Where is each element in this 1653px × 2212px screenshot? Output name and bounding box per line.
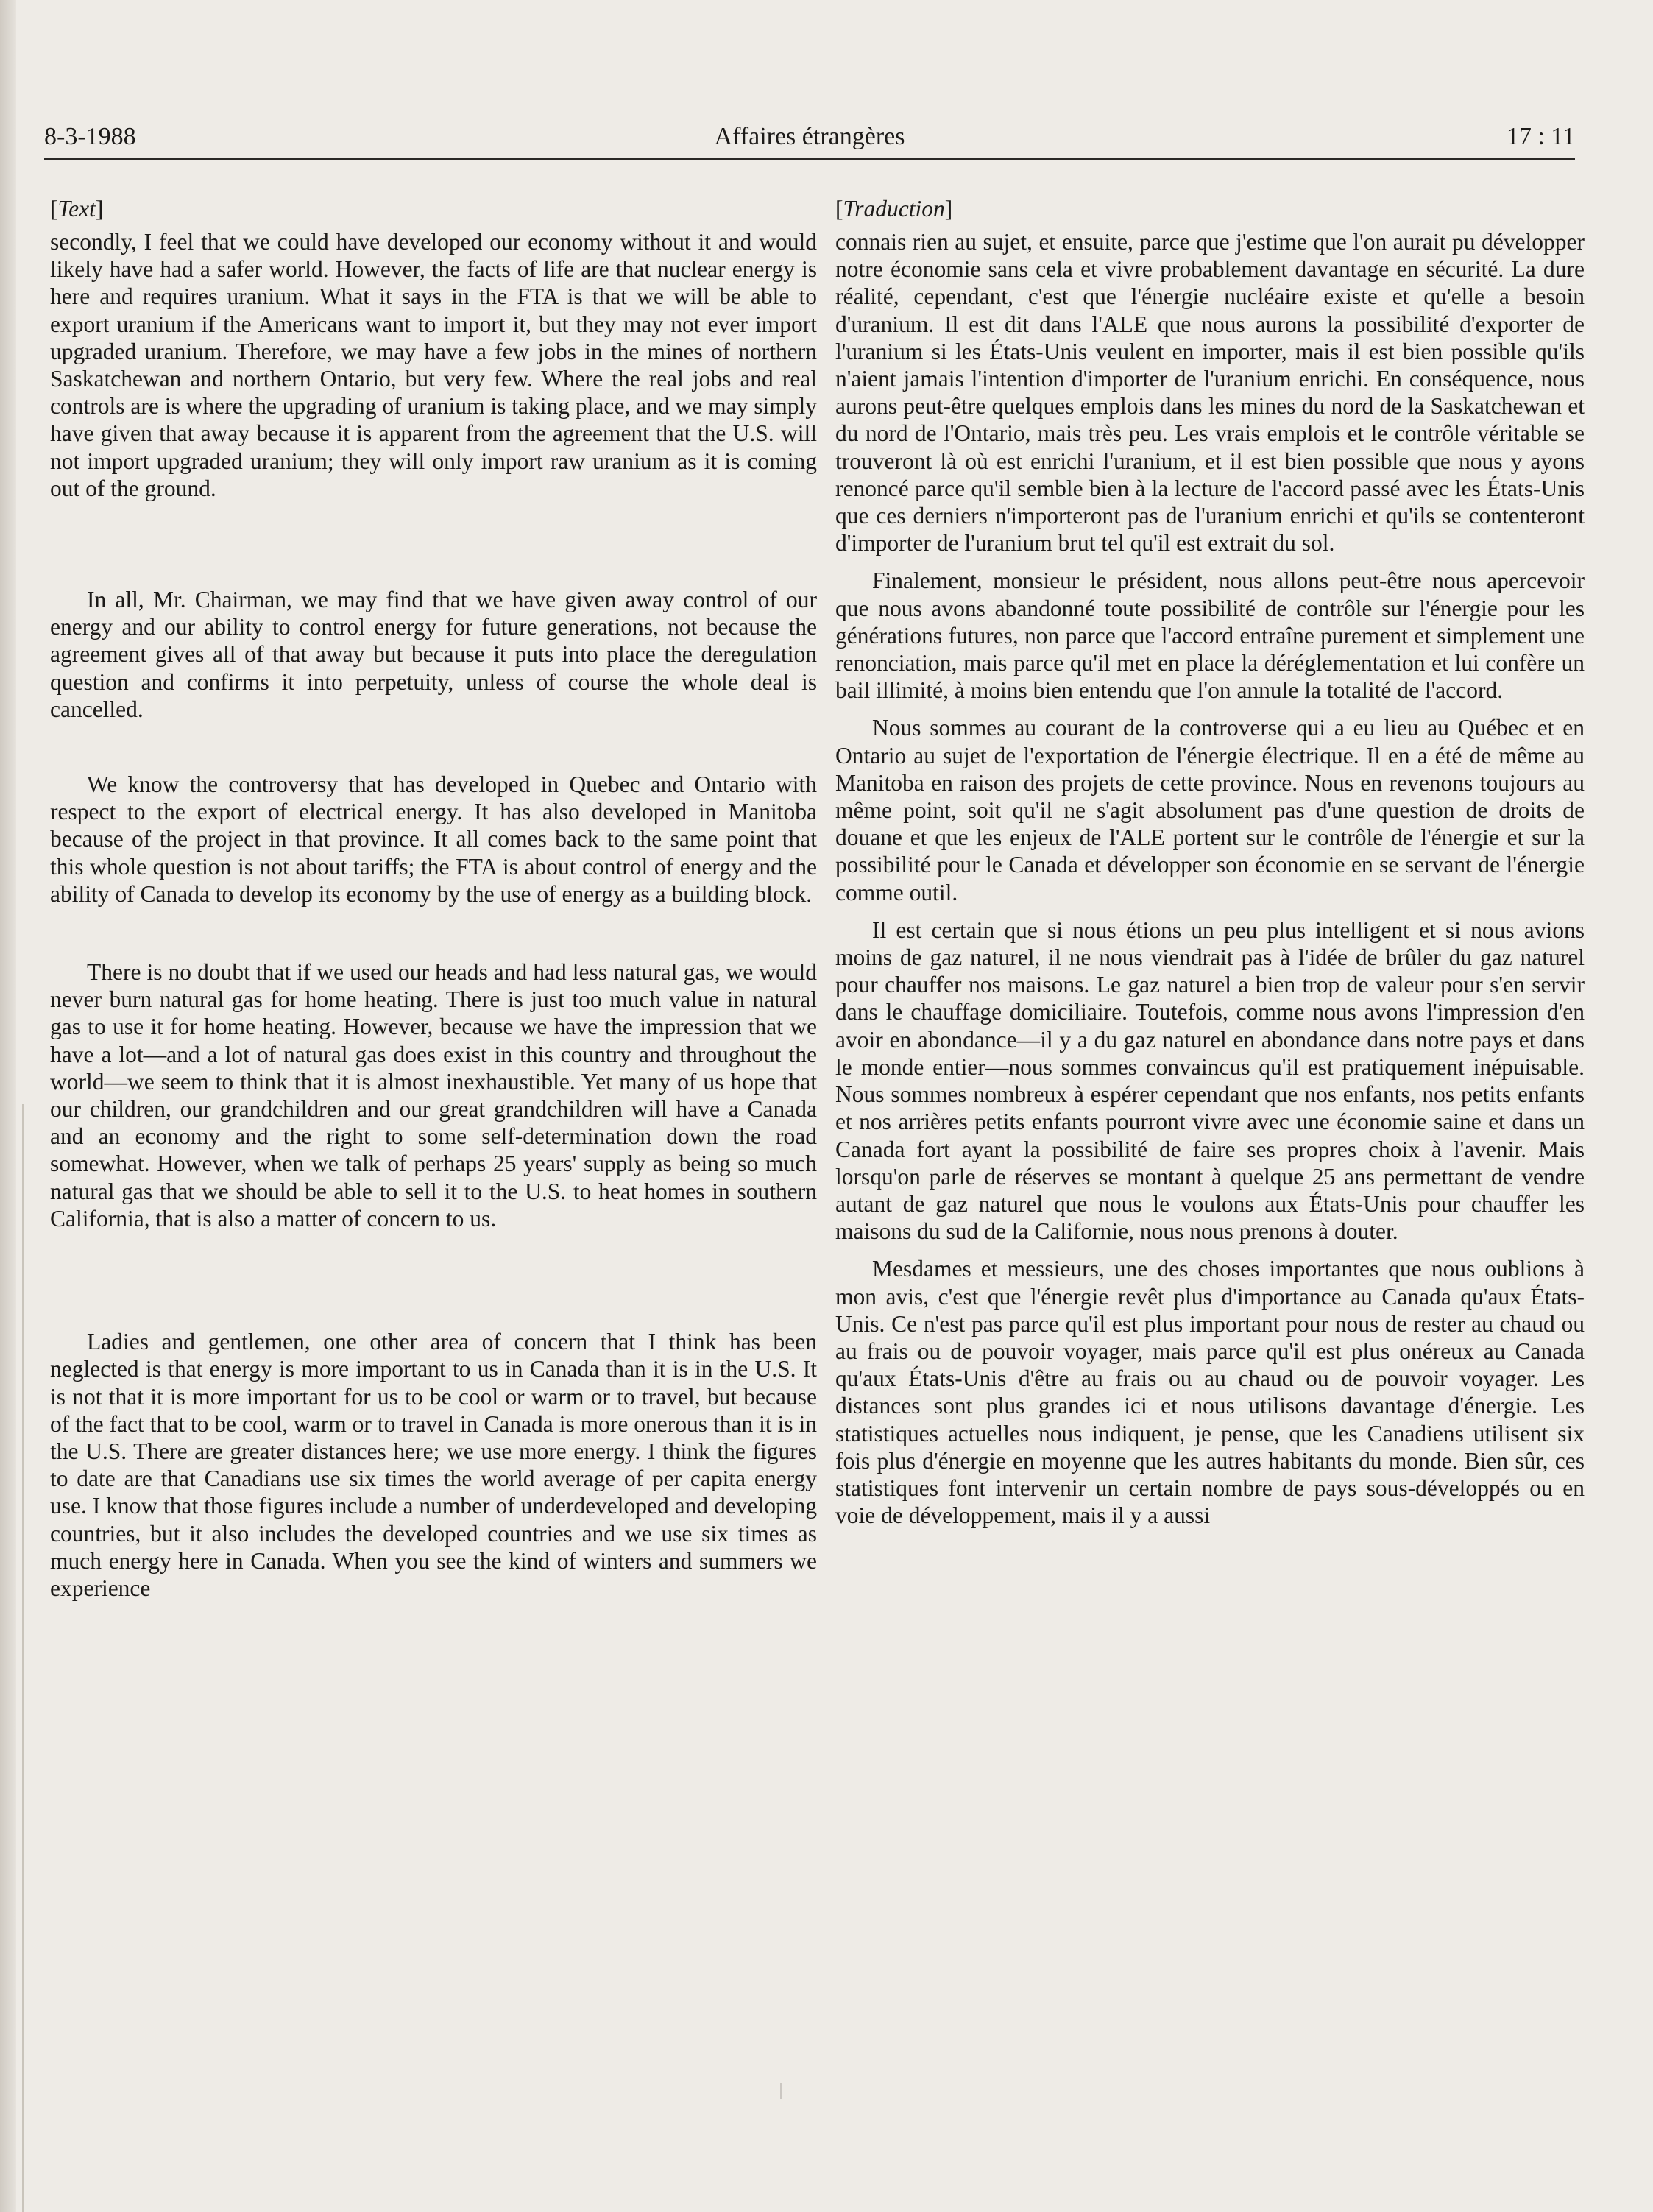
french-paragraph-3: Nous sommes au courant de la controverse qui a eu lieu au Québec et en Ontario au sujet de l'exportation de l'énergie électrique. Il en a été de même au Manitoba en raison des projets de cette province. Nous en revenons toujours au même point, soit qu'il ne s'agit absolument pas d'une question de droits de douane et que les enjeux de l'ALE portent sur le contrôle de l'énergie et sur la possibilité pour le Canada et développer son économie en se servant de l'énergie comme outil. — [835, 715, 1585, 905]
french-paragraph-5: Mesdames et messieurs, une des choses importantes que nous oublions à mon avis, c'est que l'énergie revêt plus d'importance au Canada qu'aux États-Unis. Ce n'est pas parce qu'il est plus important pour nous de rester au chaud ou au frais ou de pouvoir voyager, mais parce qu'il est plus onéreux au Canada qu'aux États-Unis d'être au frais ou au chaud ou de pouvoir voyager. Les distances sont plus grandes ici et nous utilisons davantage d'énergie. Les statistiques actuelles nous indiquent, je pense, que les Canadiens utilisent six fois plus d'énergie en moyenne que les autres habitants du monde. Bien sûr, ces statistiques font intervenir un certain nombre de pays sous-développés ou en voie de développement, mais il y a aussi — [835, 1256, 1585, 1529]
page-header — [44, 118, 1575, 160]
french-paragraph-4: Il est certain que si nous étions un peu plus intelligent et si nous avions moins de gaz naturel, il ne nous viendrait pas à l'idée de brûler du gaz naturel pour chauffer nos maisons. Le gaz naturel a bien trop de valeur pour s'en servir dans le chauffage domiciliaire. Toutefois, comme nous avons l'impression d'en avoir en abondance—il y a du gaz naturel en abondance dans notre pays et dans le monde entier—nous sommes convaincus qu'il est pratiquement inépuisable. Nous sommes nombreux à espérer cependant que nos enfants, nos petits enfants et nos arrières petits enfants pourront vivre avec une économie saine et dans un Canada fort ayant la possibilité de faire ses propres choix à l'avenir. Mais lorsqu'on parle de réserves se montant à quelque 25 ans permettant de vendre autant de gaz naturel que nous le voulons aux États-Unis pour chauffer les maisons du sud de la Californie, nous nous prenons à douter. — [835, 916, 1585, 1245]
header-page-number: 17 : 11 — [1506, 123, 1575, 150]
french-paragraph-1: connais rien au sujet, et ensuite, parce que j'estime que l'on aurait pu développer notre économie sans cela et vivre probablement davantage en sécurité. La dure réalité, cependant, c'est que l'énergie nucléaire existe et qu'elle a besoin d'uranium. Il est dit dans l'ALE que nous aurons la possibilité d'exporter de l'uranium si les États-Unis veulent en importer, mais il est bien possible qu'ils n'aient jamais l'intention d'importer de l'uranium enrichi. En conséquence, nous aurons peut-être quelques emplois dans les mines du nord de la Saskatchewan et du nord de l'Ontario, mais très peu. Les vrais emplois et le contrôle véritable se trouveront là où est enrichi l'uranium, et il est bien possible que nous y ayons renoncé parce qu'il semble bien à la lecture de l'accord passé avec les États-Unis que ces derniers n'importeront pas de l'uranium enrichi et qu'ils se contenteront d'importer de l'uranium brut tel qu'il est extrait du sol. — [835, 229, 1585, 556]
english-column — [50, 193, 817, 1602]
french-column-label: [Traduction] — [835, 196, 953, 222]
binding-edge — [0, 0, 16, 2212]
scan-mark — [780, 2083, 792, 2099]
binding-line — [22, 1104, 24, 2212]
english-paragraph-2: In all, Mr. Chairman, we may find that we have given away control of our energy and our ability to control energy for future generations, not because the agreement gives all of that away but because it puts into place the deregulation question and confirms it into perpetuity, unless of course the whole deal is cancelled. — [50, 587, 817, 722]
english-paragraph-3: We know the controversy that has developed in Quebec and Ontario with respect to the export of electrical energy. It has also developed in Manitoba because of the project in that province. It all comes back to the same point that this whole question is not about tariffs; the FTA is about control of energy and the ability of Canada to develop its economy by the use of energy as a building block. — [50, 771, 817, 907]
english-paragraph-1: secondly, I feel that we could have developed our economy without it and would likely have had a safer world. However, the facts of life are that nuclear energy is here and requires uranium. What it says in the FTA is that we will be able to export uranium if the Americans want to import it, but they may not ever import upgraded uranium. Therefore, we may have a few jobs in the mines of northern Saskatchewan and northern Ontario, but very few. Where the real jobs and real controls are is where the upgrading of uranium is taking place, and we may simply have given that away because it is apparent from the agreement that the U.S. will not import upgraded uranium; they will only import raw uranium as it is coming out of the ground. — [50, 229, 817, 501]
header-title: Affaires étrangères — [714, 123, 905, 150]
header-date: 8-3-1988 — [44, 123, 136, 150]
french-column — [835, 193, 1585, 1529]
english-paragraph-4: There is no doubt that if we used our heads and had less natural gas, we would never burn natural gas for home heating. There is just too much value in natural gas to use it for home heating. However, because we have the impression that we have a lot—and a lot of natural gas does exist in this country and throughout the world—we seem to think that it is almost inexhaustible. Yet many of us hope that our children, our grandchildren and our great grandchildren will have a Canada and an economy and the right to some self-determination down the road somewhat. However, when we talk of perhaps 25 years' supply as being so much natural gas that we should be able to sell it to the U.S. to heat homes in southern California, that is also a matter of concern to us. — [50, 959, 817, 1232]
french-paragraph-2: Finalement, monsieur le président, nous allons peut-être nous apercevoir que nous avons abandonné toute possibilité de contrôle sur l'énergie pour les générations futures, non parce que l'accord entraîne purement et simplement une renonciation, mais parce qu'il met en place la déréglementation et lui confère un bail illimité, à moins bien entendu que l'on annule la totalité de l'accord. — [835, 568, 1585, 704]
english-column-label: [Text] — [50, 196, 104, 222]
english-paragraph-5: Ladies and gentlemen, one other area of concern that I think has been neglected is that energy is more important to us in Canada than it is in the U.S. It is not that it is more important for us to be cool or warm or to travel, but because of the fact that to be cool, warm or to travel in Canada is more onerous than it is in the U.S. There are greater distances here; we use more energy. I think the figures to date are that Canadians use six times the world average of per capita energy use. I know that those figures include a number of underdeveloped and developing countries, but it also includes the developed countries and we use six times as much energy here in Canada. When you see the kind of winters and summers we experience — [50, 1329, 817, 1601]
